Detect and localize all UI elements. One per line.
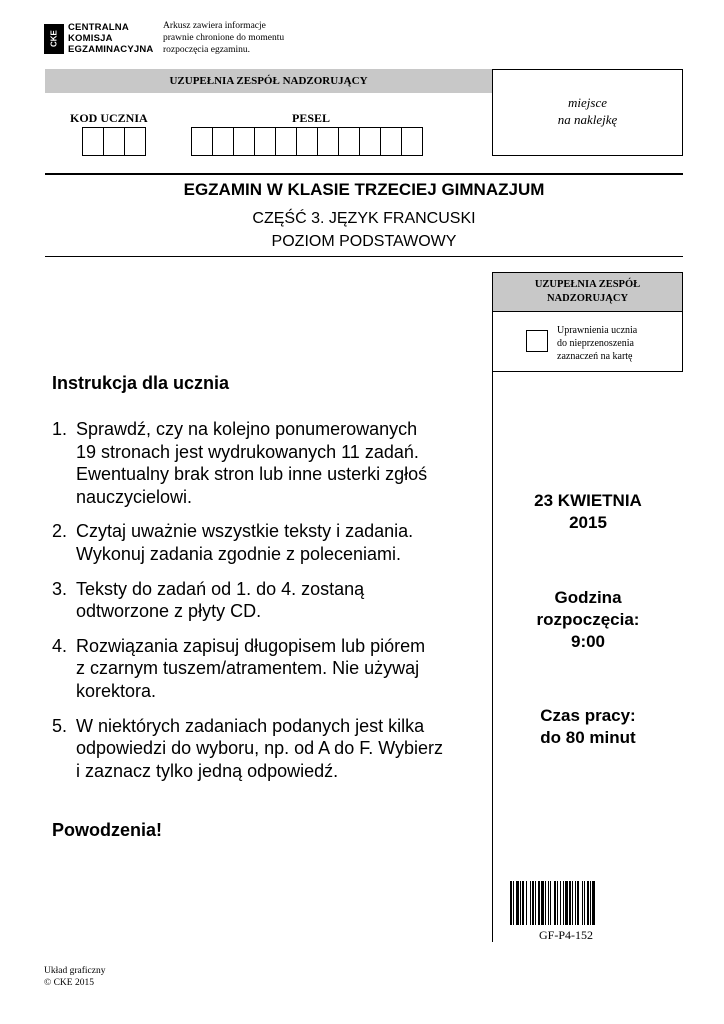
supervisor-box-header (493, 273, 682, 312)
exam-title: EGZAMIN W KLASIE TRZECIEJ GIMNAZJUM (183, 180, 545, 199)
pesel-cell[interactable] (359, 127, 381, 156)
pesel-cell[interactable] (380, 127, 402, 156)
instruction-line: odtworzone z płyty CD. (76, 601, 262, 622)
logo-line: EGZAMINACYJNA (68, 44, 154, 55)
barcode-bar (584, 881, 585, 925)
dyslexia-line: do nieprzenoszenia (557, 338, 634, 349)
pesel-cell[interactable] (401, 127, 423, 156)
barcode-bar (530, 881, 531, 925)
pesel-field[interactable] (192, 127, 423, 156)
instruction-line: Czytaj uważnie wszystkie teksty i zadania. (76, 521, 414, 542)
barcode-code: GF-P4-152 (538, 928, 593, 942)
pesel-label: PESEL (292, 111, 331, 125)
exam-part: CZĘŚĆ 3. JĘZYK FRANCUSKI (252, 210, 476, 227)
pesel-cell[interactable] (317, 127, 339, 156)
instruction-line: Teksty do zadań od 1. do 4. zostaną (76, 578, 365, 599)
instruction-item (52, 715, 490, 783)
duration-line: Czas pracy: (540, 706, 636, 725)
notice-line: rozpoczęcia egzaminu. (163, 45, 251, 55)
barcode-bar (575, 881, 576, 925)
barcode-bar (572, 881, 573, 925)
instruction-line: Ewentualny brak stron lub inne usterki zgłoś (76, 464, 428, 485)
footer-line: Układ graficzny (44, 966, 106, 976)
work-duration (493, 705, 683, 749)
title-bottom-rule (45, 256, 683, 257)
student-code-cell[interactable] (124, 127, 146, 156)
instruction-line: i zaznacz tylko jedną odpowiedź. (76, 760, 339, 781)
instruction-line: z czarnym tuszem/atramentem. Nie używaj (76, 658, 420, 679)
start-time (493, 587, 683, 653)
cke-logo-text (68, 22, 153, 55)
student-code-cell[interactable] (103, 127, 125, 156)
instruction-line: Wykonuj zadania zgodnie z poleceniami. (76, 543, 402, 564)
pesel-cell[interactable] (191, 127, 213, 156)
student-code-field[interactable] (83, 127, 146, 156)
title-top-rule (45, 173, 683, 175)
barcode-bar (516, 881, 519, 925)
barcode-bar (535, 881, 536, 925)
start-line: 9:00 (570, 632, 606, 651)
barcode-bar (582, 881, 583, 925)
notice-line: Arkusz zawiera informacje (163, 21, 266, 31)
confidentiality-notice (163, 20, 284, 56)
duration-line: do 80 minut (540, 728, 636, 747)
instruction-text (76, 578, 490, 623)
instruction-text (76, 715, 490, 783)
instruction-line: Sprawdź, czy na kolejno ponumerowanych (76, 419, 418, 439)
supervisor-form-header: UZUPEŁNIA ZESPÓŁ NADZORUJĄCY (45, 69, 492, 93)
pesel-cell[interactable] (296, 127, 318, 156)
instruction-line: 19 stronach jest wydrukowanych 11 zadań. (76, 441, 419, 462)
footer-line: © CKE 2015 (44, 978, 94, 988)
barcode-bar (513, 881, 514, 925)
date-line: 2015 (569, 513, 607, 532)
barcode-bar (532, 881, 534, 925)
barcode-bar (560, 881, 561, 925)
barcode-bar (550, 881, 551, 925)
instruction-item (52, 418, 490, 508)
student-code-label: KOD UCZNIA (70, 111, 148, 125)
student-code-cell[interactable] (82, 127, 104, 156)
barcode-bar (563, 881, 564, 925)
instructions-heading: Instrukcja dla ucznia (52, 373, 230, 393)
instruction-number: 4. (52, 635, 68, 656)
pesel-cell[interactable] (254, 127, 276, 156)
barcode-bar (520, 881, 521, 925)
barcode-bar (510, 881, 512, 925)
dyslexia-line: Uprawnienia ucznia (557, 325, 638, 336)
cke-logo-mark: CKE (44, 24, 64, 54)
instruction-text (76, 635, 490, 703)
footer (44, 965, 105, 989)
barcode-bar (545, 881, 546, 925)
header-line: UZUPEŁNIA ZESPÓŁ (534, 279, 641, 290)
barcode-bar (526, 881, 527, 925)
instruction-line: korektora. (76, 680, 157, 701)
instruction-item (52, 578, 490, 623)
start-line: rozpoczęcia: (536, 610, 640, 629)
header-line: NADZORUJĄCY (546, 293, 629, 304)
start-line: Godzina (554, 588, 622, 607)
exam-level: POZIOM PODSTAWOWY (271, 233, 457, 250)
instructions-list (52, 418, 490, 794)
barcode-bar (577, 881, 579, 925)
pesel-cell[interactable] (212, 127, 234, 156)
instruction-number: 3. (52, 578, 68, 599)
logo-line: CENTRALNA (68, 22, 129, 33)
notice-line: prawnie chronione do momentu (163, 33, 285, 43)
instruction-line: odpowiedzi do wyboru, np. od A do F. Wybierz (76, 738, 444, 759)
dyslexia-line: zaznaczeń na kartę (557, 351, 633, 362)
barcode-bar (565, 881, 568, 925)
barcode-bar (548, 881, 549, 925)
barcode-bar (538, 881, 540, 925)
dyslexia-checkbox[interactable] (526, 330, 548, 352)
barcode-bar (554, 881, 556, 925)
instruction-number: 1. (52, 419, 68, 439)
date-line: 23 KWIETNIA (534, 491, 642, 510)
sticker-line: na naklejkę (557, 112, 618, 127)
instruction-item (52, 635, 490, 703)
instruction-text (76, 418, 490, 508)
barcode-bar (590, 881, 591, 925)
instruction-line: nauczycielowi. (76, 486, 193, 507)
pesel-cell[interactable] (338, 127, 360, 156)
exam-date (493, 490, 683, 534)
instruction-line: W niektórych zadaniach podanych jest kilka (76, 715, 425, 736)
barcode-bar (522, 881, 524, 925)
barcode-bar (587, 881, 589, 925)
instruction-item (52, 520, 490, 565)
logo-line: KOMISJA (68, 33, 113, 44)
barcode-bar (557, 881, 558, 925)
closing-message: Powodzenia! (52, 820, 163, 840)
barcode-bar (541, 881, 544, 925)
instruction-line: Rozwiązania zapisuj długopisem lub piórem (76, 635, 426, 656)
sticker-line: miejsce (568, 95, 607, 110)
pesel-cell[interactable] (233, 127, 255, 156)
barcode-bar (569, 881, 571, 925)
instruction-number: 2. (52, 521, 68, 542)
dyslexia-label (557, 324, 637, 363)
pesel-cell[interactable] (275, 127, 297, 156)
sticker-area (492, 69, 683, 156)
barcode-bar (592, 881, 595, 925)
barcode (510, 881, 622, 925)
instruction-number: 5. (52, 715, 68, 736)
instruction-text (76, 520, 490, 565)
